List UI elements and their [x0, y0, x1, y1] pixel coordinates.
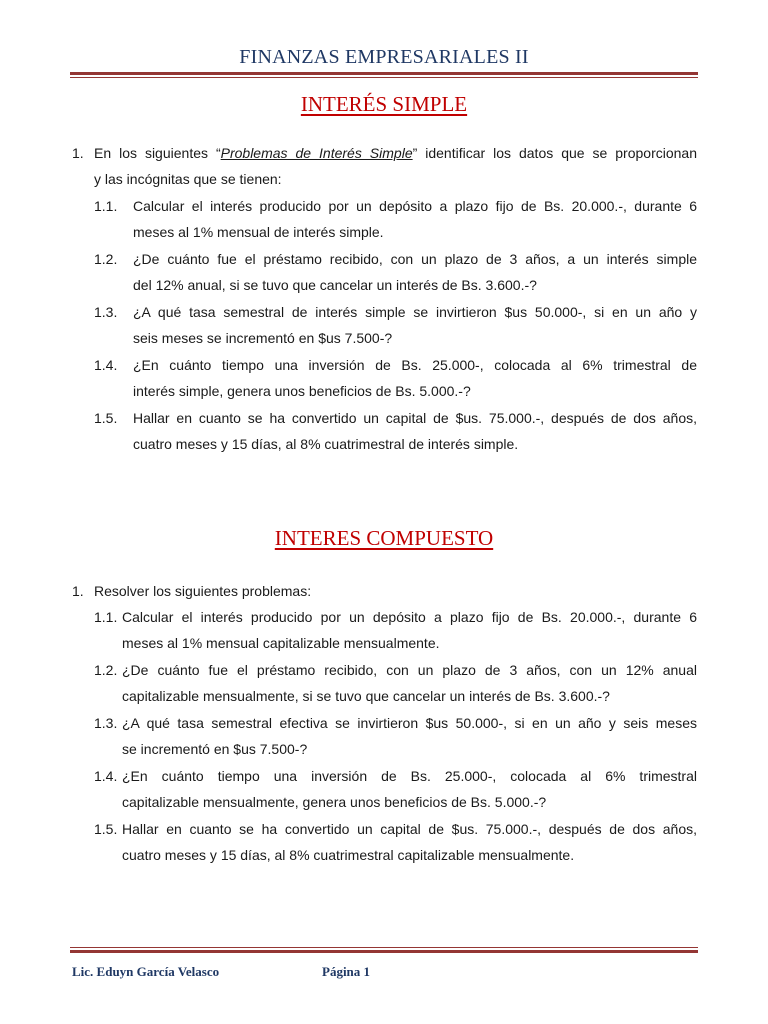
- header-rule-thin: [70, 77, 698, 78]
- item-line: cuatro meses y 15 días, al 8% cuatrimestral capitalizable mensualmente.: [122, 847, 575, 863]
- item-line: ¿De cuánto fue el préstamo recibido, con un plazo de 3 años, con un 12% anual: [122, 662, 697, 678]
- item-number: 1.4.: [94, 357, 118, 373]
- item-number: 1.1.: [94, 609, 118, 625]
- intro-line-1: En los siguientes “Problemas de Interés Simple” identificar los datos que se proporcionan: [94, 145, 697, 161]
- item-number: 1.5.: [94, 410, 118, 426]
- list-number: 1.: [72, 583, 84, 599]
- item-number: 1.2.: [94, 251, 118, 267]
- footer-rule-thin: [70, 947, 698, 948]
- compound-intro: Resolver los siguientes problemas:: [94, 583, 312, 599]
- item-number: 1.2.: [94, 662, 118, 678]
- header-rule-thick: [70, 72, 698, 75]
- item-line: Hallar en cuanto se ha convertido un capital de $us. 75.000.-, después de dos años,: [133, 410, 697, 426]
- item-number: 1.4.: [94, 768, 118, 784]
- item-line: ¿En cuánto tiempo una inversión de Bs. 25.000-, colocada al 6% trimestral de: [133, 357, 697, 373]
- footer-rule-thick: [70, 950, 698, 953]
- list-number: 1.: [72, 145, 84, 161]
- item-line: meses al 1% mensual de interés simple.: [133, 224, 384, 240]
- item-number: 1.3.: [94, 304, 118, 320]
- item-line: ¿A qué tasa semestral de interés simple se invirtieron $us 50.000-, si en un año y: [133, 304, 697, 320]
- item-line: Hallar en cuanto se ha convertido un capital de $us. 75.000.-, después de dos años,: [122, 821, 697, 837]
- item-line: ¿En cuánto tiempo una inversión de Bs. 25.000-, colocada al 6% trimestral: [122, 768, 697, 784]
- item-line: ¿A qué tasa semestral efectiva se invirtieron $us 50.000-, si en un año y seis meses: [122, 715, 697, 731]
- intro-highlight: Problemas de Interés Simple: [220, 145, 413, 161]
- item-line: Calcular el interés producido por un depósito a plazo fijo de Bs. 20.000.-, durante 6: [122, 609, 697, 625]
- footer-author: Lic. Eduyn García Velasco: [72, 964, 220, 979]
- item-number: 1.5.: [94, 821, 118, 837]
- item-line: del 12% anual, si se tuvo que cancelar un interés de Bs. 3.600.-?: [133, 277, 537, 293]
- item-line: seis meses se incrementó en $us 7.500-?: [133, 330, 393, 346]
- footer-page-number: Página 1: [322, 964, 371, 979]
- item-line: ¿De cuánto fue el préstamo recibido, con un plazo de 3 años, a un interés simple: [133, 251, 697, 267]
- item-line: se incrementó en $us 7.500-?: [122, 741, 308, 757]
- intro-line-2: y las incógnitas que se tienen:: [94, 171, 282, 187]
- item-line: Calcular el interés producido por un depósito a plazo fijo de Bs. 20.000.-, durante 6: [133, 198, 697, 214]
- item-number: 1.3.: [94, 715, 118, 731]
- item-line: meses al 1% mensual capitalizable mensualmente.: [122, 635, 440, 651]
- page-header-title: FINANZAS EMPRESARIALES II: [239, 46, 529, 68]
- item-line: cuatro meses y 15 días, al 8% cuatrimestral de interés simple.: [133, 436, 519, 452]
- section-title-compound: INTERES COMPUESTO: [274, 526, 494, 550]
- item-line: capitalizable mensualmente, si se tuvo que cancelar un interés de Bs. 3.600.-?: [122, 688, 610, 704]
- item-number: 1.1.: [94, 198, 118, 214]
- section-title-simple: INTERÉS SIMPLE: [300, 92, 468, 116]
- item-line: interés simple, genera unos beneficios de Bs. 5.000.-?: [133, 383, 471, 399]
- item-line: capitalizable mensualmente, genera unos beneficios de Bs. 5.000.-?: [122, 794, 547, 810]
